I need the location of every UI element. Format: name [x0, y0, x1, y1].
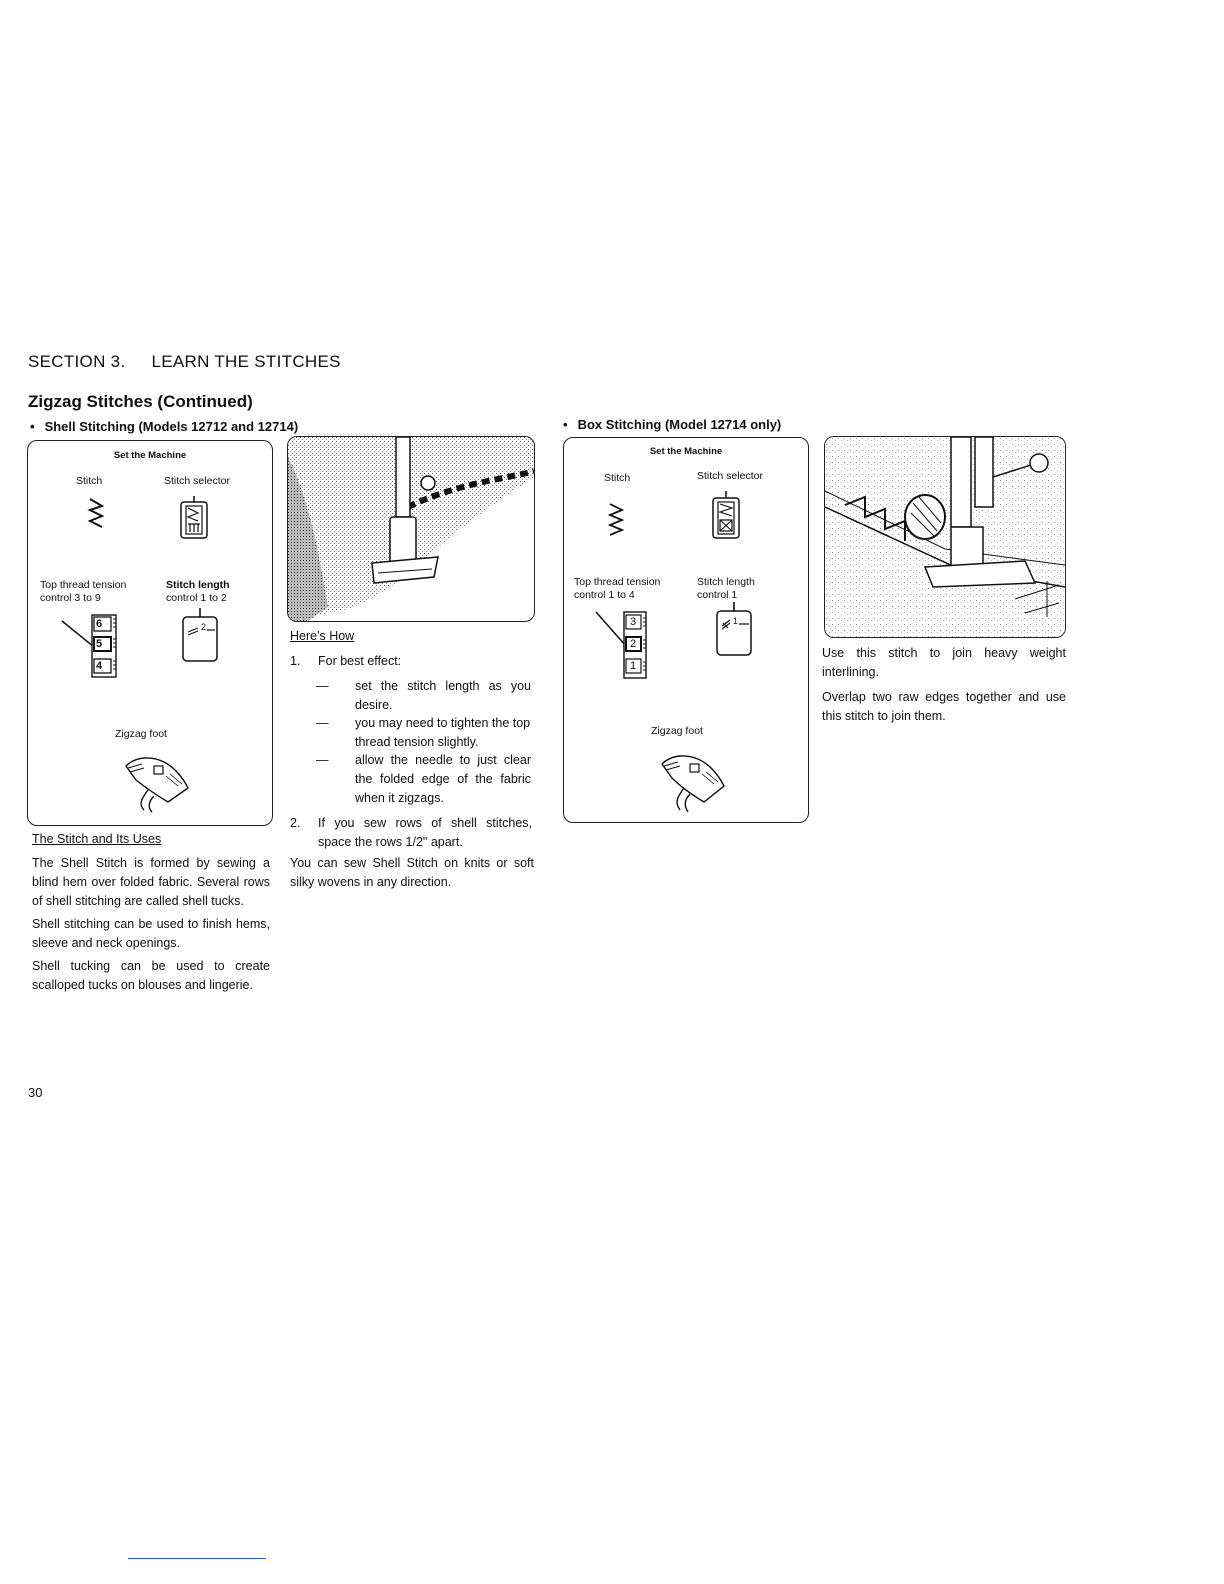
shell-settings-box [27, 440, 273, 826]
dial-number-mid: 2 [630, 638, 637, 650]
length-dial-value: 2 [201, 622, 207, 632]
length-label [697, 576, 755, 602]
box-bullet-title [563, 417, 781, 432]
box-stitch-photo [824, 436, 1066, 638]
sub-step-1: set the stitch length as you desire. [355, 679, 531, 712]
stitch-label: Stitch [604, 472, 631, 484]
settings-box-title: Set the Machine [113, 450, 187, 461]
tension-dial-icon [588, 606, 652, 687]
length-label-line2: control 1 to 2 [166, 592, 227, 604]
closing-text: You can sew Shell Stitch on knits or soft silky wovens in any direction. [290, 856, 534, 889]
shell-stitch-icon [86, 497, 106, 534]
tension-label-line2: control 3 to 9 [40, 592, 101, 604]
step-2-text: If you sew rows of shell stitches, space the rows 1/2" apart. [318, 816, 532, 849]
tension-label-line1: Top thread tension [40, 579, 127, 591]
dial-number-top: 6 [96, 618, 103, 630]
foot-label: Zigzag foot [651, 725, 703, 737]
box-paragraph: Use this stitch to join heavy weight interlining. [822, 646, 1066, 679]
step-1-text: For best effect: [318, 654, 402, 668]
length-dial-icon [180, 608, 220, 669]
shell-bullet-title [30, 419, 298, 434]
tension-label [40, 579, 126, 605]
dial-number-mid: 5 [96, 638, 103, 650]
page-heading: Zigzag Stitches (Continued) [28, 392, 253, 411]
box-settings-box [563, 437, 809, 823]
settings-box-title: Set the Machine [649, 446, 723, 457]
dash-1: — [316, 679, 329, 693]
stitch-selector-label: Stitch selector [697, 470, 763, 482]
dial-number-bottom: 4 [96, 660, 103, 672]
footer-rule [128, 1558, 266, 1559]
length-dial-value: 1 [733, 616, 739, 626]
length-label-line2: control 1 [697, 589, 738, 601]
step-2-number: 2. [290, 816, 301, 830]
page-number: 30 [28, 1085, 43, 1100]
tension-label-line1: Top thread tension [574, 576, 661, 588]
stitch-label: Stitch [76, 475, 103, 487]
foot-label: Zigzag foot [115, 728, 167, 740]
how-heading: Here's How [290, 629, 355, 643]
dial-number-bottom: 1 [630, 660, 637, 672]
tension-label-line2: control 1 to 4 [574, 589, 635, 601]
tension-label [574, 576, 660, 602]
uses-paragraph: The Shell Stitch is formed by sewing a blind hem over folded fabric. Several rows of shell stitching are called shell tucks. [32, 856, 270, 908]
zigzag-foot-icon [654, 744, 734, 821]
box-paragraph: Overlap two raw edges together and use this stitch to join them. [822, 690, 1066, 723]
dash-2: — [316, 716, 329, 730]
stitch-selector-icon [710, 491, 742, 546]
dash-3: — [316, 753, 329, 767]
stitch-selector-label: Stitch selector [164, 475, 230, 487]
dial-number-top: 3 [630, 616, 637, 628]
shell-stitch-photo [287, 436, 535, 622]
length-label [166, 579, 230, 605]
sub-step-3: allow the needle to just clear the folded edge of the fabric when it zigzags. [355, 753, 531, 805]
uses-paragraph: Shell tucking can be used to create scalloped tucks on blouses and lingerie. [32, 959, 270, 992]
length-dial-icon [714, 602, 754, 663]
shell-title-text: Shell Stitching (Models 12712 and 12714) [44, 419, 299, 434]
uses-text [32, 854, 270, 995]
box-text [822, 644, 1066, 726]
section-name: LEARN THE STITCHES [151, 352, 341, 371]
stitch-selector-icon [178, 496, 210, 545]
tension-dial-icon [58, 609, 122, 686]
bullet-icon: • [30, 419, 35, 434]
sub-step-2: you may need to tighten the top thread tension slightly. [355, 716, 531, 749]
zigzag-foot-icon [118, 746, 198, 821]
box-title-text: Box Stitching (Model 12714 only) [577, 417, 782, 432]
box-stitch-icon [606, 502, 626, 543]
step-1-number: 1. [290, 654, 301, 668]
length-label-line1: Stitch length [166, 579, 230, 591]
section-title [28, 352, 341, 372]
section-number: SECTION 3. [28, 352, 126, 371]
uses-paragraph: Shell stitching can be used to finish hems, sleeve and neck openings. [32, 917, 270, 950]
length-label-line1: Stitch length [697, 576, 755, 588]
uses-heading: The Stitch and Its Uses [32, 832, 162, 846]
bullet-icon: • [563, 417, 568, 432]
